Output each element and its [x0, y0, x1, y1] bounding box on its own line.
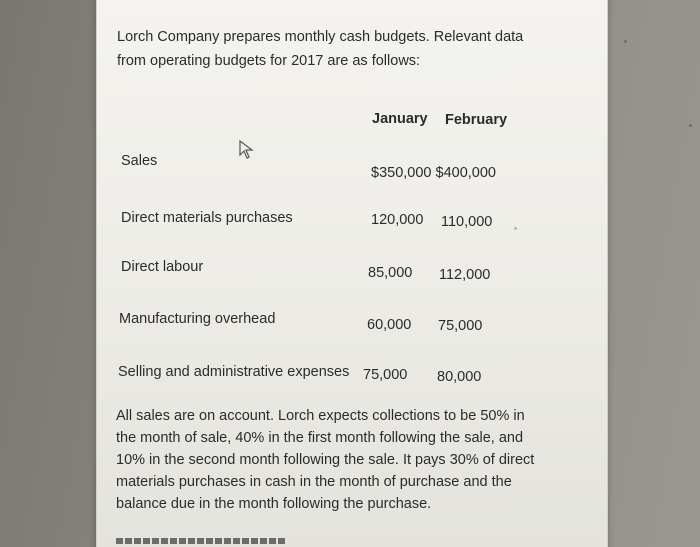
note-line-5: balance due in the month following the purchase. — [116, 496, 432, 512]
row-labour-label: Direct labour — [121, 259, 204, 275]
dust-speck — [624, 40, 627, 43]
note-line-1: All sales are on account. Lorch expects collections to be 50% in — [116, 408, 525, 424]
row-labour-feb: 112,000 — [439, 267, 491, 283]
row-sales-values: $350,000 $400,000 — [371, 165, 496, 181]
row-labour-jan: 85,000 — [368, 265, 413, 281]
mouse-pointer-icon — [239, 140, 255, 160]
row-overhead-jan: 60,000 — [367, 317, 412, 333]
intro-line-1: Lorch Company prepares monthly cash budgets. Relevant data — [117, 29, 524, 45]
row-sales-label: Sales — [121, 153, 158, 169]
note-line-3: 10% in the second month following the sale. It pays 30% of direct — [116, 452, 535, 468]
note-line-2: the month of sale, 40% in the first month following the sale, and — [116, 430, 524, 446]
row-selling-label: Selling and administrative expenses — [118, 364, 350, 380]
row-selling-feb: 80,000 — [437, 369, 482, 385]
row-materials-feb: 110,000 — [441, 214, 493, 230]
note-paragraph — [116, 405, 534, 515]
note-line-4: materials purchases in cash in the month of purchase and the — [116, 474, 512, 490]
row-overhead-feb: 75,000 — [438, 318, 483, 334]
cut-off-text-line — [116, 538, 286, 544]
row-overhead-label: Manufacturing overhead — [119, 311, 276, 327]
header-february: February — [445, 112, 508, 128]
row-materials-label: Direct materials purchases — [121, 210, 293, 226]
dust-speck — [689, 124, 692, 127]
header-january: January — [372, 111, 428, 127]
row-selling-jan: 75,000 — [363, 367, 408, 383]
row-materials-jan: 120,000 — [371, 212, 424, 228]
intro-line-2: from operating budgets for 2017 are as follows: — [117, 53, 421, 69]
dust-speck — [514, 227, 517, 230]
